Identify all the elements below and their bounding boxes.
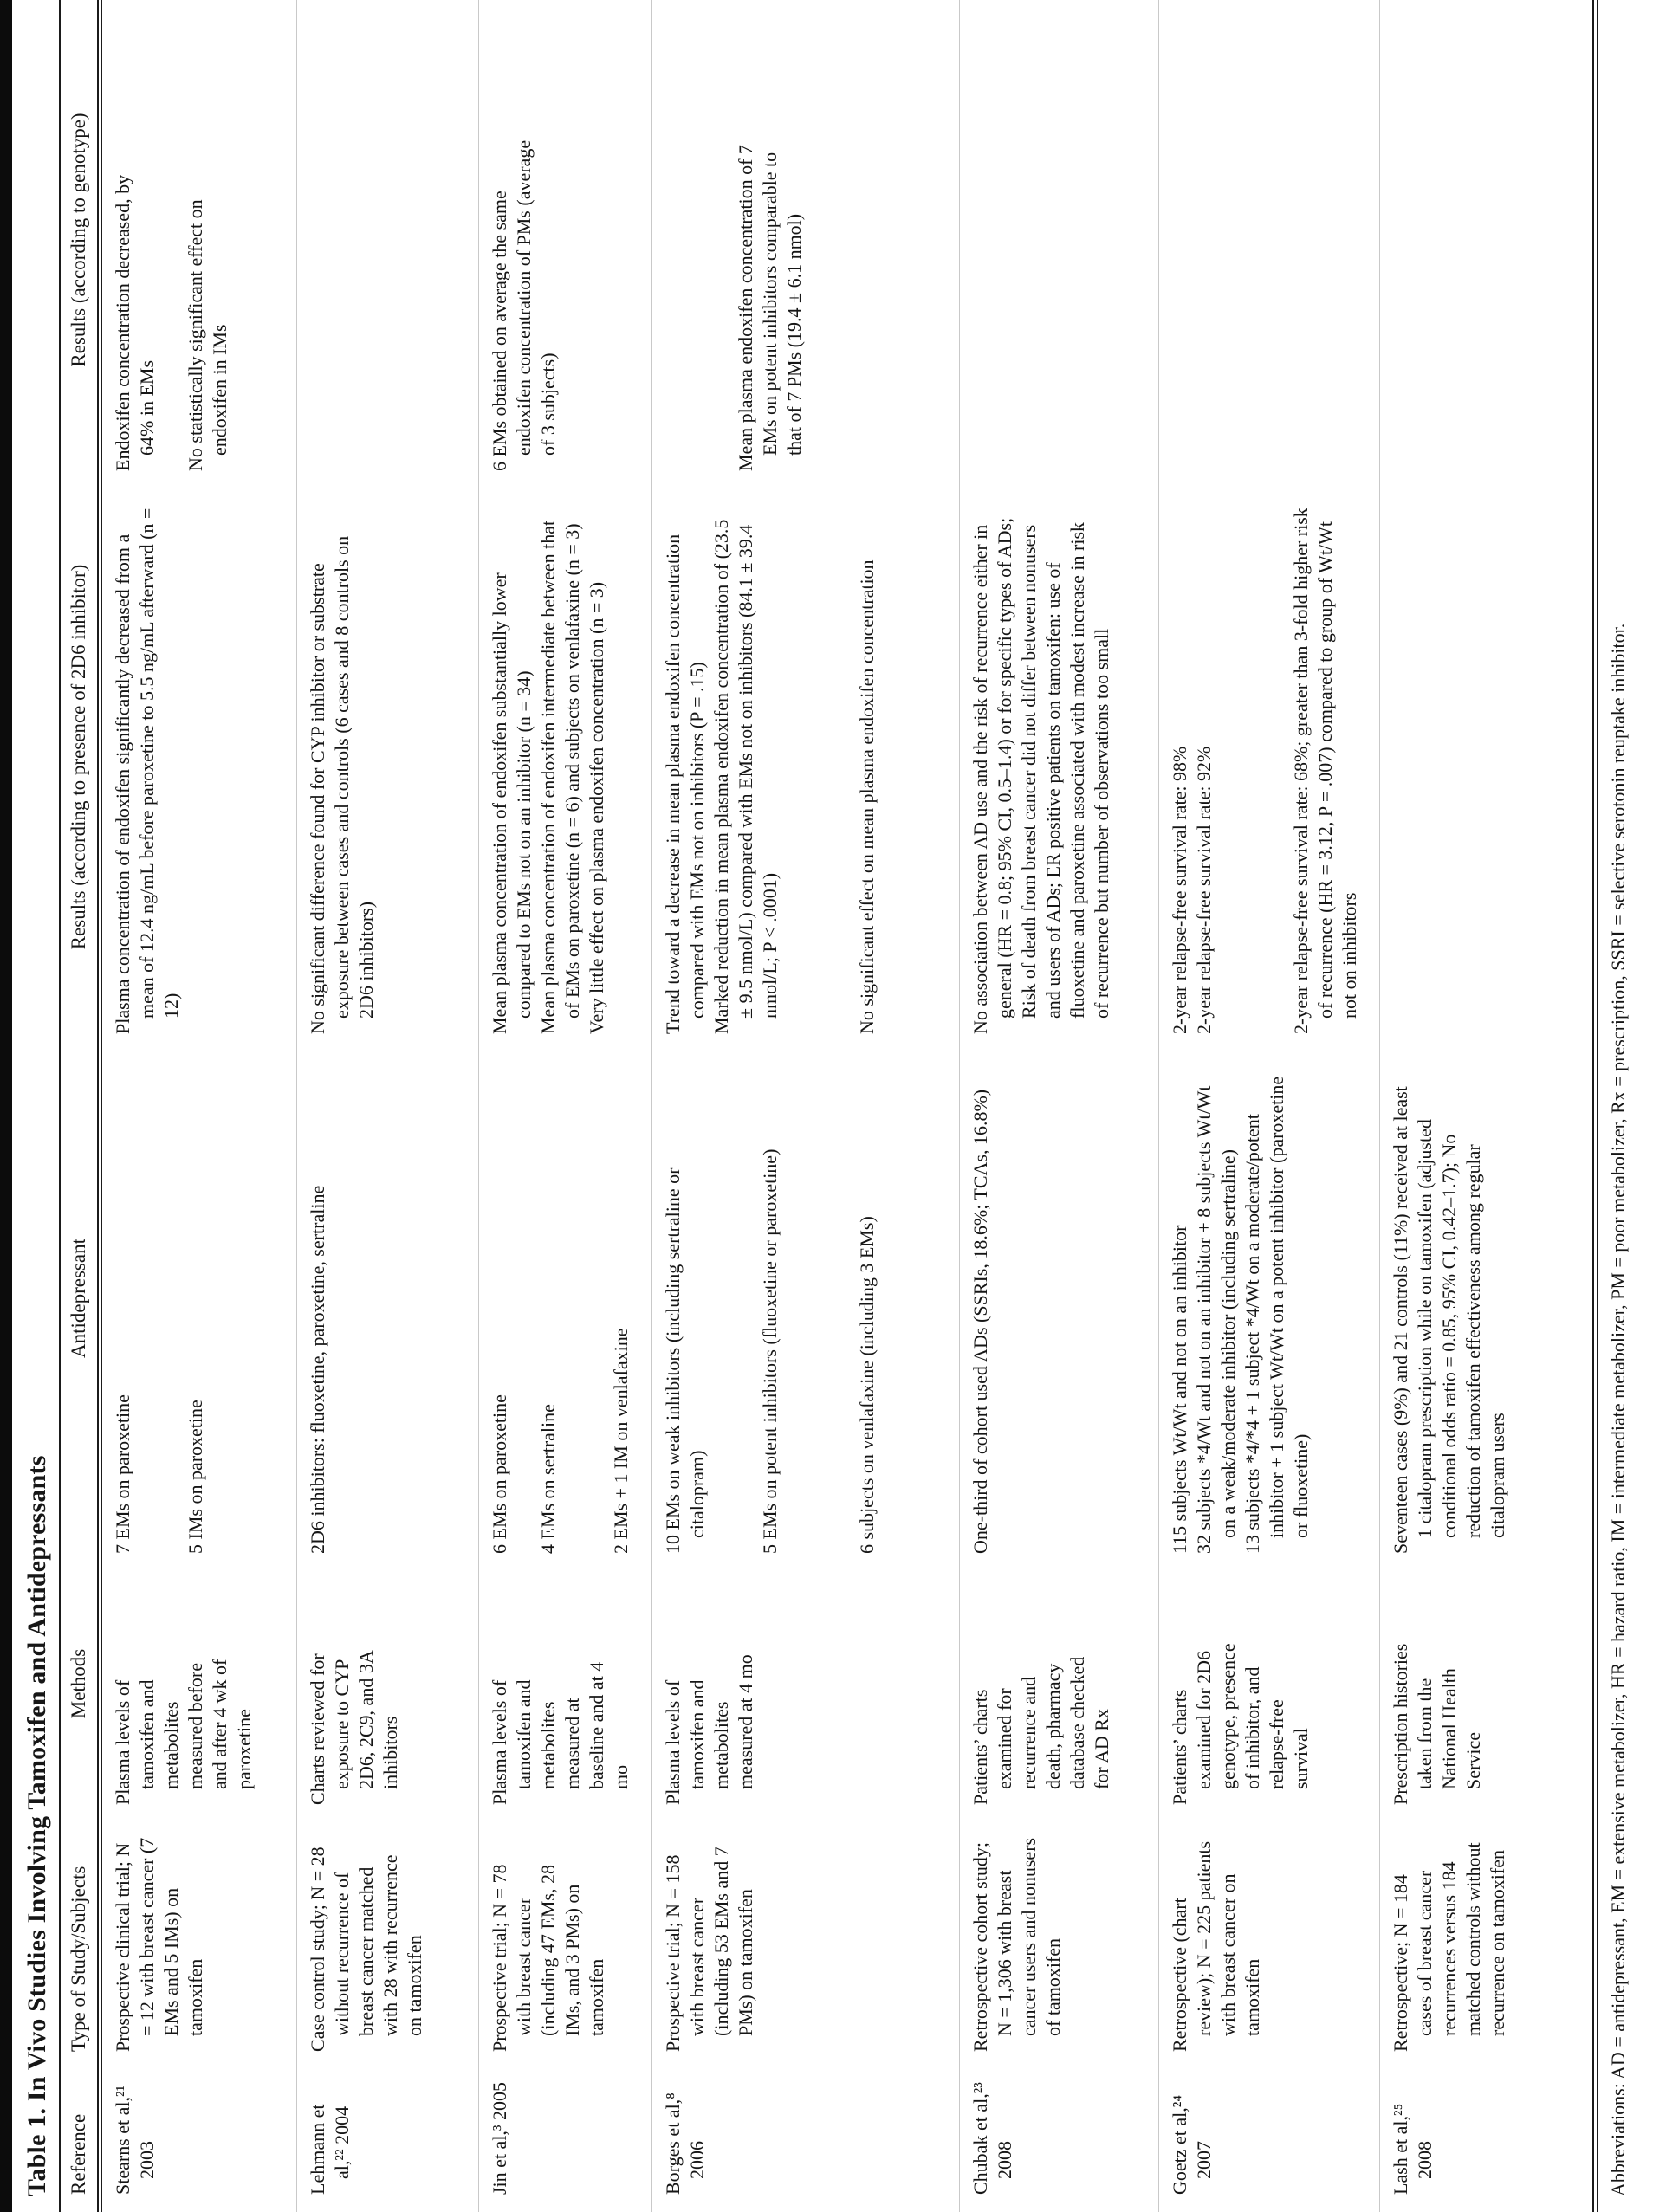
reference-cell: Goetz et al,²⁴ 2007 <box>1169 2094 1215 2195</box>
results-genotype-cell <box>306 0 478 471</box>
results-genotype-cell <box>1389 0 1592 471</box>
column-header-reference: Reference <box>68 2113 89 2195</box>
study-type-cell: Retrospective (chart review); N = 225 patients with breast cancer on tamoxifen <box>1169 1840 1263 2052</box>
table-header-row <box>61 0 97 2212</box>
column-header-study-type: Type of Study/Subjects <box>68 1866 89 2052</box>
results-genotype-cell: 6 EMs obtained on average the same endoxifen concentration of PMs (average of 3 subjects) <box>489 139 559 471</box>
methods-cell: Plasma levels of tamoxifen and metabolites measured before and after 4 wk of paroxetine <box>112 1659 255 1805</box>
methods-cell: Patients’ charts examined for 2D6 genotype, presence of inhibitor, and relapse-free survival <box>1169 1643 1312 1805</box>
column-header-antidepressant: Antidepressant <box>68 1239 89 1358</box>
results-inhibitor-cell: Plasma concentration of endoxifen significantly decreased from a mean of 12.4 ng/mL before paroxetine to 5.5 ng/mL afterward (n = 12) <box>112 508 182 1034</box>
antidepressant-cell: 6 EMs on paroxetine 4 EMs on sertraline 2 EMs + 1 IM on venlafaxine <box>489 1328 632 1554</box>
table-row <box>652 0 960 2212</box>
study-type-cell: Case control study; N = 28 without recurrence of breast cancer matched with 28 with recurrence on tamoxifen <box>307 1847 425 2052</box>
reference-cell: Borges et al,⁸ 2006 <box>662 2092 708 2195</box>
antidepressant-cell: One-third of cohort used ADs (SSRIs, 18.6%; TCAs, 16.8%) <box>969 1089 991 1554</box>
table-bottom-rule <box>1592 0 1598 2212</box>
results-inhibitor-cell: 2-year relapse-free survival rate: 98% 2-year relapse-free survival rate: 92% 2-year relapse-free survival rate: 68%; greater than 3-fold higher risk of recurrence (HR = 3.12, P = .007) compared to group of Wt/Wt not on inhibitors <box>1169 508 1360 1034</box>
results-genotype-cell <box>1168 0 1379 471</box>
results-inhibitor-cell: Trend toward a decrease in mean plasma endoxifen concentration compared with EMs not on inhibitors (P = .15) Marked reduction in mean plasma endoxifen concentration of (23.5 ± 9.5 nmol/L) compared with EMs not on inhibitors (84.1 ± 39.4 nmol/L; P < .0001) No significant effect on mean plasma endoxifen concentration <box>662 519 878 1034</box>
results-genotype-cell <box>969 0 1158 471</box>
table-title: Table 1. In Vivo Studies Involving Tamoxifen and Antidepressants <box>23 1455 51 2196</box>
results-inhibitor-cell <box>1389 471 1592 1034</box>
study-type-cell: Prospective trial; N = 78 with breast cancer (including 47 EMs, 28 IMs, and 3 PMs) on tamoxifen <box>489 1864 607 2052</box>
table-row <box>1159 0 1380 2212</box>
results-inhibitor-cell: Mean plasma concentration of endoxifen substantially lower compared to EMs not on an inhibitor (n = 34) Mean plasma concentration of endoxifen intermediate between that of EMs on paroxetine (n = 6) and subjects on venlafaxine (n = 3) Very little effect on plasma endoxifen concentration (n = 3) <box>489 520 607 1034</box>
column-header-results-inhibitor: Results (according to presence of 2D6 inhibitor) <box>68 564 89 950</box>
reference-cell: Lehmann et al,²² 2004 <box>307 2104 353 2195</box>
antidepressant-cell: 10 EMs on weak inhibitors (including sertraline or citalopram) 5 EMs on potent inhibitors (fluoxetine or paroxetine) 6 subjects on venlafaxine (including 3 EMs) <box>662 1148 878 1554</box>
methods-cell: Patients’ charts examined for recurrence and death, pharmacy database checked for AD Rx <box>969 1656 1112 1805</box>
table-row <box>960 0 1159 2212</box>
antidepressant-cell: Seventeen cases (9%) and 21 controls (11%) received at least 1 citalopram prescription while on tamoxifen (adjusted conditional odds ratio = 0.85, 95% CI, 0.42–1.7); No reduction of tamoxifen effectiveness among regular citalopram users <box>1390 1086 1508 1554</box>
table-row <box>479 0 652 2212</box>
methods-cell: Plasma levels of tamoxifen and metabolites measured at baseline and at 4 mo <box>489 1661 632 1805</box>
reference-cell: Jin et al,³ 2005 <box>489 2081 510 2195</box>
table-row <box>297 0 479 2212</box>
methods-cell: Plasma levels of tamoxifen and metabolites measured at 4 mo <box>662 1654 756 1805</box>
results-inhibitor-cell: No significant difference found for CYP inhibitor or substrate exposure between cases and controls (6 cases and 8 controls on 2D6 inhibitors) <box>307 535 377 1034</box>
study-type-cell: Prospective trial; N = 158 with breast cancer (including 53 EMs and 7 PMs) on tamoxifen <box>662 1847 756 2052</box>
reference-cell: Lash et al,²⁵ 2008 <box>1390 2103 1436 2195</box>
table-top-border <box>0 0 12 2212</box>
antidepressant-cell: 115 subjects Wt/Wt and not on an inhibitor 32 subjects *4/Wt and not on an inhibitor + 8 subjects Wt/Wt on a weak/moderate inhibitor (including sertraline) 13 subjects *4/*4 + 1 subject *4/Wt on a moderate/potent inhibitor + 1 subject Wt/Wt on a potent inhibitor (paroxetine or fluoxetine) <box>1169 1076 1312 1554</box>
table-row <box>102 0 297 2212</box>
antidepressant-cell: 2D6 inhibitors: fluoxetine, paroxetine, sertraline <box>307 1185 328 1554</box>
study-type-cell: Prospective clinical trial; N = 12 with breast cancer (7 EMs and 5 IMs) on tamoxifen <box>112 1837 206 2052</box>
results-genotype-cell: Endoxifen concentration decreased, by 64% in EMs No statistically significant effect on endoxifen in IMs <box>112 174 230 471</box>
table-body <box>102 0 1592 2212</box>
abbreviations-footnote: Abbreviations: AD = antidepressant, EM = extensive metabolizer, HR = hazard ratio, IM = intermediate metabolizer, PM = poor metabolizer, Rx = prescription, SSRI = selective serotonin reuptake inhibitor. <box>1607 623 1629 2196</box>
table-row <box>1380 0 1592 2212</box>
methods-cell: Prescription histories taken from the National Health Service <box>1390 1643 1484 1805</box>
column-header-results-genotype: Results (according to genotype) <box>68 113 89 367</box>
antidepressant-cell: 7 EMs on paroxetine 5 IMs on paroxetine <box>112 1394 206 1554</box>
column-header-methods: Methods <box>68 1648 89 1719</box>
methods-cell: Charts reviewed for exposure to CYP 2D6, 2C9, and 3A inhibitors <box>307 1651 401 1805</box>
reference-cell: Stearns et al,²¹ 2003 <box>112 2085 158 2195</box>
reference-cell: Chubak et al,²³ 2008 <box>969 2082 1015 2195</box>
results-genotype-cell: Mean plasma endoxifen concentration of 7 EMs on potent inhibitors comparable to that of 7 PMs (19.4 ± 6.1 nmol) <box>735 145 805 471</box>
study-type-cell: Retrospective cohort study; N = 1,306 with breast cancer users and nonusers of tamoxifen <box>969 1837 1064 2052</box>
study-type-cell: Retrospective; N = 184 cases of breast cancer recurrences versus 184 matched controls without recurrence on tamoxifen <box>1390 1842 1508 2052</box>
results-inhibitor-cell: No association between AD use and the risk of recurrence either in general (HR = 0.8; 95% CI, 0.5–1.4) or for specific types of ADs; Risk of death from breast cancer did not differ between nonusers and users of ADs; ER positive patients on tamoxifen: use of fluoxetine and paroxetine associated with modest increase in risk of recurrence but number of observations too small <box>969 517 1112 1034</box>
